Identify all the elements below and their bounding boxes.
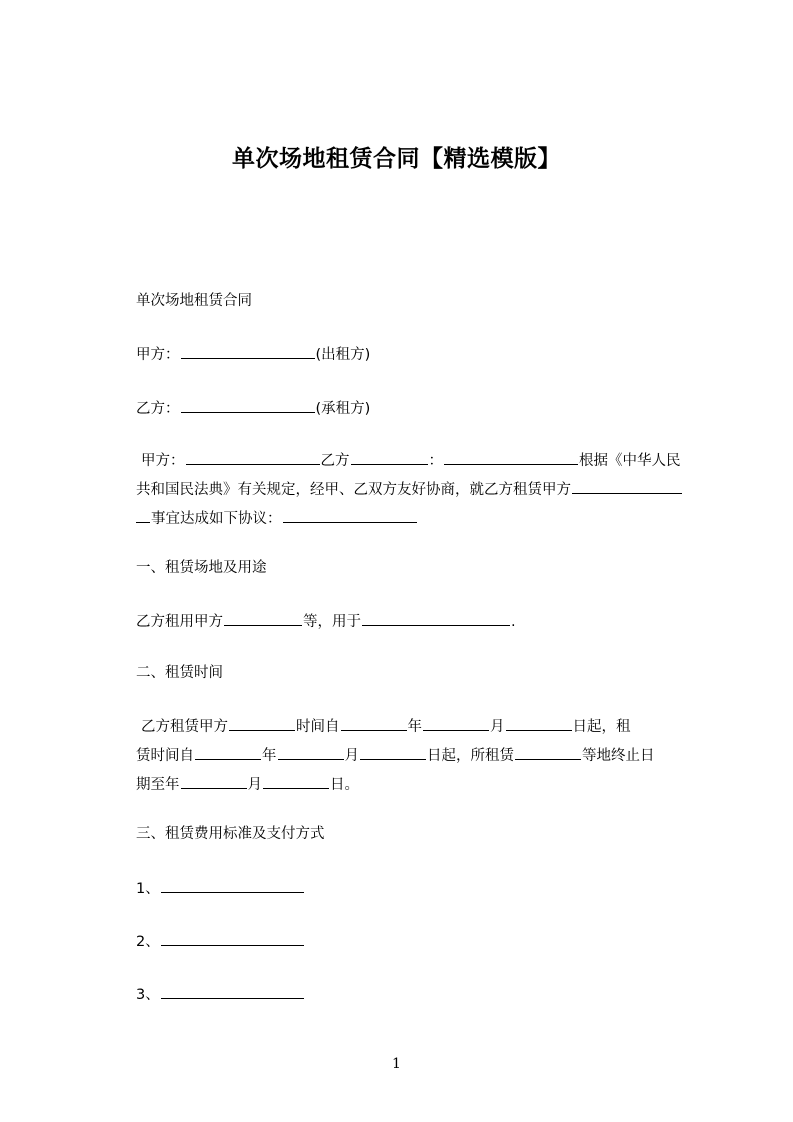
intro-party-b-blank[interactable] xyxy=(351,450,428,465)
section-2-text-b4: 日起，所租赁 xyxy=(427,748,514,764)
section-2-blank-a2[interactable] xyxy=(341,716,407,731)
section-2-blank-b1[interactable] xyxy=(195,745,261,760)
intro-blank-3[interactable] xyxy=(444,450,578,465)
section-2-text-a1: 乙方租赁甲方 xyxy=(141,719,228,735)
section-2-text-b1: 赁时间自 xyxy=(136,748,194,764)
party-b-role: (承租方) xyxy=(315,401,371,417)
section-2-text-a4: 月 xyxy=(490,719,505,735)
contract-subtitle: 单次场地租赁合同 xyxy=(136,293,252,309)
section-2-text-a5: 日起，租 xyxy=(572,719,631,735)
page-number: 1 xyxy=(392,1056,401,1072)
intro-party-a-label: 甲方： xyxy=(141,453,185,469)
section-2-blank-a3[interactable] xyxy=(423,716,489,731)
party-b-line xyxy=(136,398,370,419)
intro-law-text: 共和国民法典》有关规定，经甲、乙双方友好协商，就乙方租赁甲方 xyxy=(136,482,571,498)
intro-party-b-label: 乙方 xyxy=(320,453,350,469)
section-2-text-c1: 期至年 xyxy=(136,777,180,793)
document-title: 单次场地租赁合同【精选模版】 xyxy=(232,146,561,172)
section-3-item-2-blank[interactable] xyxy=(161,931,304,946)
section-3-item-2-number: 2、 xyxy=(136,934,160,950)
intro-basis-text: 根据《中华人民 xyxy=(579,453,681,469)
section-2-blank-c2[interactable] xyxy=(263,774,329,789)
section-2-paragraph xyxy=(136,713,702,800)
section-2-blank-b4[interactable] xyxy=(515,745,581,760)
section-1-text-2: 等，用于 xyxy=(303,614,361,630)
party-b-label: 乙方： xyxy=(136,401,180,417)
intro-colon: ： xyxy=(428,453,443,469)
section-2-blank-a1[interactable] xyxy=(229,716,295,731)
intro-lease-subject-blank[interactable] xyxy=(572,479,682,494)
section-2-text-c3: 日。 xyxy=(330,777,359,793)
section-3-item-1-blank[interactable] xyxy=(161,878,304,893)
section-2-text-c2: 月 xyxy=(247,777,262,793)
section-3-item-1 xyxy=(136,878,305,899)
section-1-purpose-blank[interactable] xyxy=(362,611,510,626)
section-2-text-b2: 年 xyxy=(262,748,277,764)
section-1-line xyxy=(136,611,516,632)
party-a-label: 甲方： xyxy=(136,347,180,363)
section-2-heading: 二、租赁时间 xyxy=(136,665,223,681)
section-3-item-3-number: 3、 xyxy=(136,987,160,1003)
intro-party-a-blank[interactable] xyxy=(186,450,320,465)
party-a-blank[interactable] xyxy=(181,344,315,359)
section-3-item-3 xyxy=(136,984,305,1005)
section-1-heading: 一、租赁场地及用途 xyxy=(136,560,267,576)
intro-paragraph xyxy=(136,447,702,534)
section-2-blank-a4[interactable] xyxy=(506,716,572,731)
section-3-heading: 三、租赁费用标准及支付方式 xyxy=(136,826,325,842)
section-2-blank-b2[interactable] xyxy=(278,745,344,760)
party-a-role: (出租方) xyxy=(315,347,371,363)
section-1-venue-blank[interactable] xyxy=(224,611,302,626)
section-2-text-b3: 月 xyxy=(344,748,359,764)
section-2-text-a3: 年 xyxy=(407,719,422,735)
section-1-period: . xyxy=(511,614,516,630)
section-2-text-a2: 时间自 xyxy=(296,719,340,735)
section-2-text-b5: 等地终止日 xyxy=(582,748,655,764)
intro-agreement-blank[interactable] xyxy=(283,508,417,523)
intro-lease-subject-blank-cont[interactable] xyxy=(136,508,150,523)
section-3-item-3-blank[interactable] xyxy=(161,984,304,999)
party-a-line xyxy=(136,344,370,365)
section-3-item-2 xyxy=(136,931,305,952)
section-2-blank-b3[interactable] xyxy=(360,745,426,760)
section-1-text-1: 乙方租用甲方 xyxy=(136,614,223,630)
party-b-blank[interactable] xyxy=(181,398,315,413)
intro-agreement-text: 事宜达成如下协议： xyxy=(151,511,282,527)
section-2-blank-c1[interactable] xyxy=(181,774,247,789)
section-3-item-1-number: 1、 xyxy=(136,881,160,897)
